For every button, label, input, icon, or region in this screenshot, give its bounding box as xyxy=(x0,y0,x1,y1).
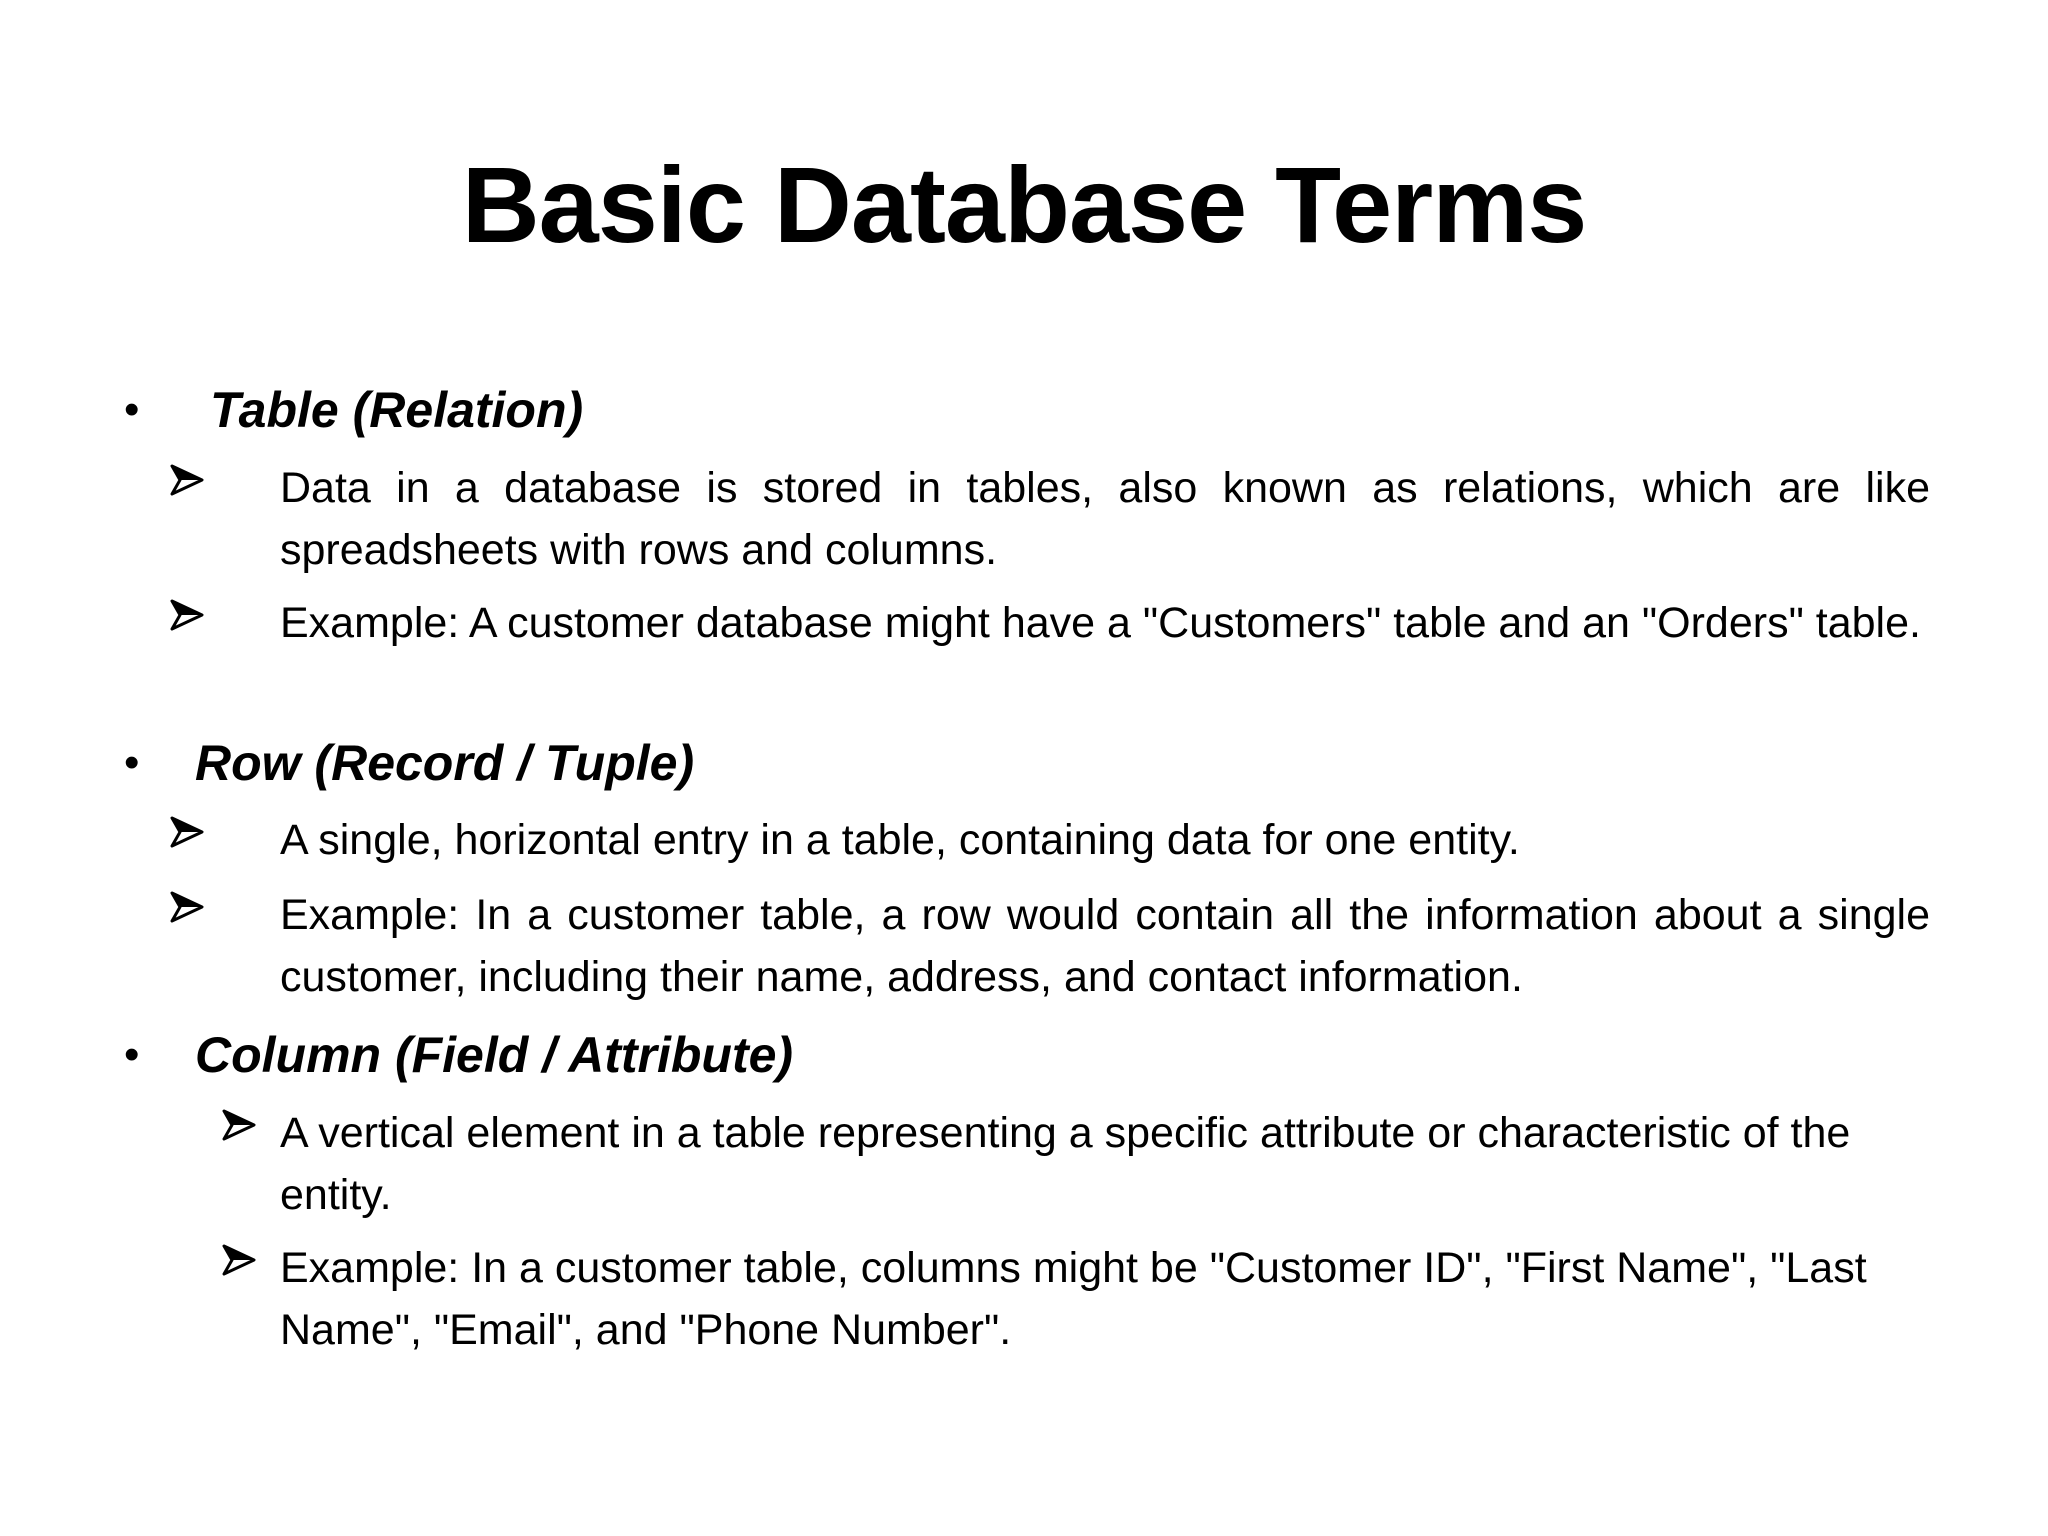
bullet-dot-icon: • xyxy=(124,385,140,434)
list-item: Example: In a customer table, a row would contain all the information about a single customer, including their name, address, and contact information. xyxy=(280,891,1930,1001)
section-heading: Row (Record / Tuple) xyxy=(195,735,695,791)
arrowhead-icon xyxy=(170,815,204,849)
list-item: Example: A customer database might have a "Customers" table and an "Orders" table. xyxy=(280,599,1921,647)
arrowhead-icon xyxy=(222,1108,256,1142)
slide-title: Basic Database Terms xyxy=(461,144,1587,265)
arrowhead-icon xyxy=(170,598,204,632)
section-heading: Column (Field / Attribute) xyxy=(195,1027,794,1083)
bullet-dot-icon: • xyxy=(124,738,140,787)
list-item: Example: In a customer table, columns might be "Customer ID", "First Name", "Last Name", "Email", and "Phone Number". xyxy=(280,1244,1867,1354)
list-item: A single, horizontal entry in a table, containing data for one entity. xyxy=(280,816,1520,864)
list-item: Data in a database is stored in tables, also known as relations, which are like spreadsheets with rows and columns. xyxy=(280,464,1930,574)
section-heading: Table (Relation) xyxy=(210,382,584,438)
bullet-dot-icon: • xyxy=(124,1030,140,1079)
arrowhead-icon xyxy=(222,1243,256,1277)
arrowhead-icon xyxy=(170,890,204,924)
arrowhead-icon xyxy=(170,463,204,497)
list-item: A vertical element in a table representing a specific attribute or characteristic of the entity. xyxy=(280,1109,1851,1219)
